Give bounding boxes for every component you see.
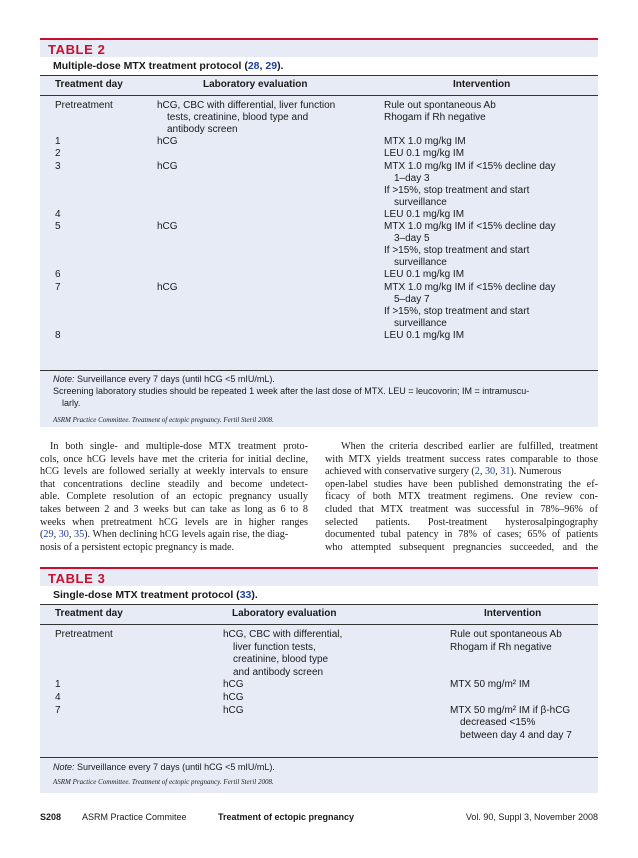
reference-link[interactable]: 31	[500, 466, 511, 478]
table-cell: surveillance	[394, 196, 447, 208]
table-cell: hCG	[157, 136, 178, 148]
table-3	[40, 567, 598, 793]
table-cell: hCG, CBC with differential, liver function	[157, 100, 336, 111]
table-row	[40, 221, 598, 233]
table-cell: 7	[55, 281, 61, 293]
table-cell: 3	[55, 160, 61, 172]
reference-link[interactable]: 28	[247, 60, 260, 72]
table-row	[40, 100, 598, 112]
table-cell: decreased <15%	[460, 717, 536, 729]
table-cell: hCG, CBC with differential,	[223, 629, 343, 640]
reference-link[interactable]: 29	[43, 529, 54, 541]
table-cell: MTX 1.0 mg/kg IM if <15% decline day	[384, 221, 556, 232]
column-header: Intervention	[484, 608, 542, 619]
reference-link[interactable]: 2	[474, 466, 480, 478]
footer-volume: Vol. 90, Suppl 3, November 2008	[465, 812, 598, 822]
table-cell: liver function tests,	[233, 641, 316, 653]
table-cell: hCG	[223, 679, 244, 691]
table-header-row	[40, 75, 598, 96]
column-header: Treatment day	[55, 608, 123, 619]
reference-link[interactable]: 30	[58, 529, 69, 541]
table-body	[40, 625, 598, 763]
table-cell: 1	[55, 136, 61, 148]
table-row	[40, 654, 598, 666]
table-cell: MTX 1.0 mg/kg IM if <15% decline day	[384, 281, 556, 293]
table-cell: Rhogam if Rh negative	[450, 641, 552, 653]
table-cell: hCG	[223, 692, 244, 703]
table-cell: surveillance	[394, 257, 447, 269]
table-cell: Rhogam if Rh negative	[384, 112, 486, 124]
table-cell: Pretreatment	[55, 629, 113, 640]
table-cell: hCG	[157, 160, 178, 172]
footer-author: ASRM Practice Commitee	[82, 812, 187, 822]
table-cell: 8	[55, 329, 61, 341]
table-cell: MTX 1.0 mg/kg IM if <15% decline day	[384, 160, 556, 172]
page-footer	[40, 812, 598, 826]
table-cell: MTX 50 mg/m² IM if β-hCG	[450, 704, 571, 716]
table-row	[40, 209, 598, 221]
table-label: TABLE 2	[48, 42, 106, 57]
table-label: TABLE 3	[48, 571, 106, 586]
table-header-row	[40, 604, 598, 625]
table-cell: 1	[55, 679, 61, 691]
table-cell: between day 4 and day 7	[460, 729, 572, 741]
table-row	[40, 173, 598, 185]
table-row	[40, 629, 598, 641]
table-cell: LEU 0.1 mg/kg IM	[384, 329, 465, 341]
table-note: Note: Surveillance every 7 days (until hCG <5 mIU/mL). ASRM Practice Committee. Treatment of ectopic pregnancy. Fertil Steril 2008.	[40, 757, 598, 794]
table-cell: MTX 50 mg/m² IM	[450, 679, 531, 691]
right-text-column: When the criteria described earlier are fulfilled, treatment with MTX yields treatment success rates comparable to those achieved with conservative surgery (2, 30, 31). Numerous open-label studies have been published demonstrating the ef- ficacy of both MTX treatment regimens. One review con- cluded that MTX treatment was successful in 78%–96% of selected patients. Post-treatment hysterosalpingography documented tubal patency in 78% of cases; 65% of patients who attempted subsequent pregnancies succeeded, and the	[325, 441, 598, 553]
table-cell: 5–day 7	[394, 293, 430, 305]
table-title: Single-dose MTX treatment protocol (33).	[40, 586, 598, 604]
table-row	[40, 282, 598, 294]
table-cell: 6	[55, 269, 61, 281]
table-source: ASRM Practice Committee. Treatment of ectopic pregnancy. Fertil Steril 2008.	[53, 778, 274, 786]
table-cell: antibody screen	[167, 124, 238, 136]
table-row	[40, 717, 598, 729]
table-cell: If >15%, stop treatment and start	[384, 305, 530, 317]
column-header: Intervention	[453, 79, 511, 90]
column-header: Laboratory evaluation	[232, 608, 337, 619]
table-row	[40, 136, 598, 148]
table-cell: LEU 0.1 mg/kg IM	[384, 148, 465, 160]
table-row	[40, 185, 598, 197]
page-number: S208	[40, 812, 62, 822]
table-cell: 5	[55, 221, 61, 232]
table-title: Multiple-dose MTX treatment protocol (28, 29).	[40, 57, 598, 75]
table-row	[40, 705, 598, 717]
table-cell: 3–day 5	[394, 233, 430, 245]
table-cell: and antibody screen	[233, 666, 324, 678]
reference-link[interactable]: 29	[265, 60, 278, 72]
table-row	[40, 112, 598, 124]
table-cell: MTX 1.0 mg/kg IM	[384, 136, 466, 148]
table-row	[40, 197, 598, 209]
table-row	[40, 294, 598, 306]
footer-title: Treatment of ectopic pregnancy	[218, 812, 355, 822]
table-cell: Pretreatment	[55, 100, 113, 111]
table-cell: 4	[55, 692, 61, 703]
table-row	[40, 148, 598, 160]
table-row	[40, 679, 598, 691]
table-row	[40, 245, 598, 257]
table-row	[40, 318, 598, 330]
table-row	[40, 730, 598, 742]
table-row	[40, 642, 598, 654]
table-row	[40, 692, 598, 704]
table-source: ASRM Practice Committee. Treatment of ectopic pregnancy. Fertil Steril 2008.	[53, 416, 274, 424]
table-cell: 7	[55, 704, 61, 716]
reference-link[interactable]: 30	[484, 466, 496, 478]
table-cell: tests, creatinine, blood type and	[167, 112, 309, 124]
table-cell: surveillance	[394, 317, 447, 329]
table-cell: If >15%, stop treatment and start	[384, 245, 530, 257]
table-cell: hCG	[157, 221, 178, 232]
table-cell: 2	[55, 148, 61, 160]
table-cell: LEU 0.1 mg/kg IM	[384, 269, 465, 281]
table-row	[40, 269, 598, 281]
reference-link[interactable]: 33	[239, 589, 252, 601]
table-row	[40, 161, 598, 173]
table-row	[40, 124, 598, 136]
table-cell: If >15%, stop treatment and start	[384, 184, 530, 196]
table-cell: LEU 0.1 mg/kg IM	[384, 208, 465, 220]
reference-link[interactable]: 35	[73, 529, 85, 541]
table-note: Note: Surveillance every 7 days (until hCG <5 mIU/mL). Screening laboratory studies should be repeated 1 week after the last dose of MTX. LEU = leucovorin; IM = intramuscu- larly. ASRM Practice Committee. Treatment of ectopic pregnancy. Fertil Steril 2008.	[40, 370, 598, 428]
table-cell: 1–day 3	[394, 172, 430, 184]
column-header: Laboratory evaluation	[203, 79, 308, 90]
column-header: Treatment day	[55, 79, 123, 90]
table-cell: hCG	[223, 704, 244, 716]
table-cell: hCG	[157, 281, 178, 293]
table-row	[40, 330, 598, 342]
table-row	[40, 233, 598, 245]
table-cell: creatinine, blood type	[233, 654, 329, 666]
table-row	[40, 306, 598, 318]
table-row	[40, 257, 598, 269]
table-cell: 4	[55, 208, 61, 220]
table-body	[40, 96, 598, 393]
table-cell: Rule out spontaneous Ab	[450, 629, 562, 640]
table-row	[40, 667, 598, 679]
table-cell: Rule out spontaneous Ab	[384, 100, 496, 111]
left-text-column: In both single- and multiple-dose MTX treatment proto- cols, once hCG levels have met the criteria for initial decline, hCG levels are followed serially at weekly intervals to ensure that concentrations decline steadily and become undetect- able. Complete resolution of an ectopic pregnancy usually takes between 2 and 3 weeks but can take as long as 6 to 8 weeks when pretreatment hCG levels are in higher ranges (29, 30, 35). When declining hCG levels again rise, the diag- nosis of a persistent ectopic pregnancy is made.	[40, 441, 308, 553]
table-2	[40, 38, 598, 427]
